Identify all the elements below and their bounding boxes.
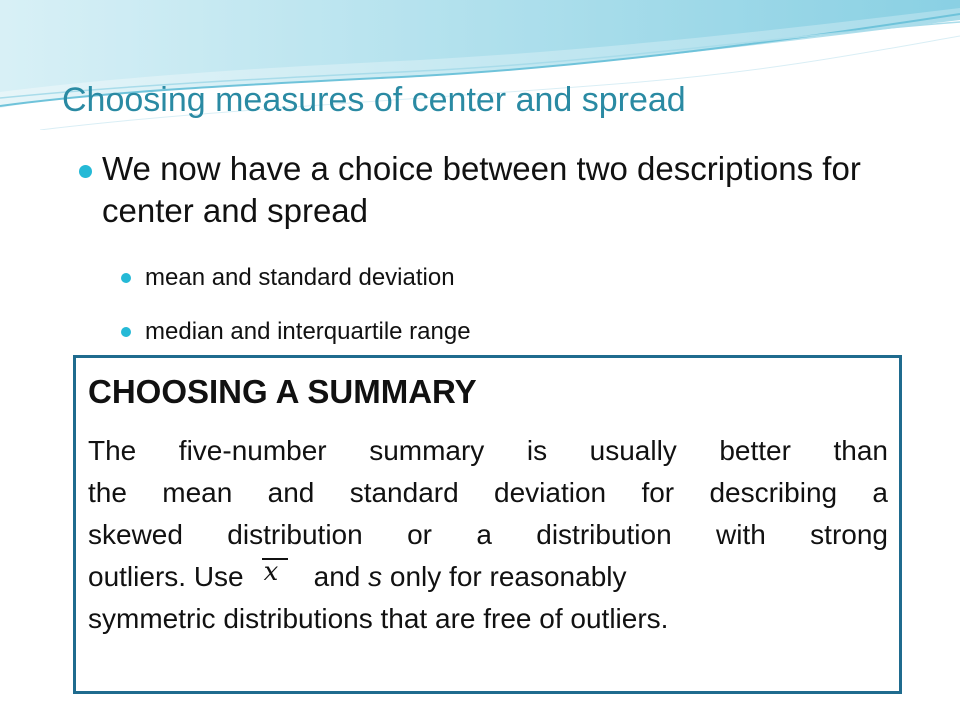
summary-box-heading: CHOOSING A SUMMARY (88, 373, 477, 410)
summary-line (88, 556, 896, 598)
summary-line: the mean and standard deviation for describing a (88, 477, 888, 508)
summary-text-segment: and (313, 561, 369, 592)
main-bullet-text: We now have a choice between two descriptions for center and spread (102, 150, 861, 229)
summary-text-segment: only for reasonably (382, 561, 627, 592)
summary-line: The five-number summary is usually better than (88, 435, 888, 466)
summary-line: skewed distribution or a distribution with strong (88, 519, 888, 550)
slide-title: Choosing measures of center and spread (62, 81, 686, 119)
sub-bullet-dot-icon (121, 273, 131, 283)
x-variable: x (263, 557, 279, 587)
bullet-dot-icon (79, 165, 92, 178)
sub-bullet-dot-icon (121, 327, 131, 337)
sub-bullet-mean-sd: mean and standard deviation (145, 264, 455, 291)
sub-bullet-median-iqr: median and interquartile range (145, 318, 471, 345)
x-bar-symbol (258, 557, 298, 588)
s-variable: s (368, 561, 383, 592)
summary-box-body (88, 430, 896, 640)
summary-text-segment: outliers. Use (88, 561, 244, 592)
summary-line: symmetric distributions that are free of outliers. (88, 603, 669, 634)
summary-box (73, 355, 902, 694)
